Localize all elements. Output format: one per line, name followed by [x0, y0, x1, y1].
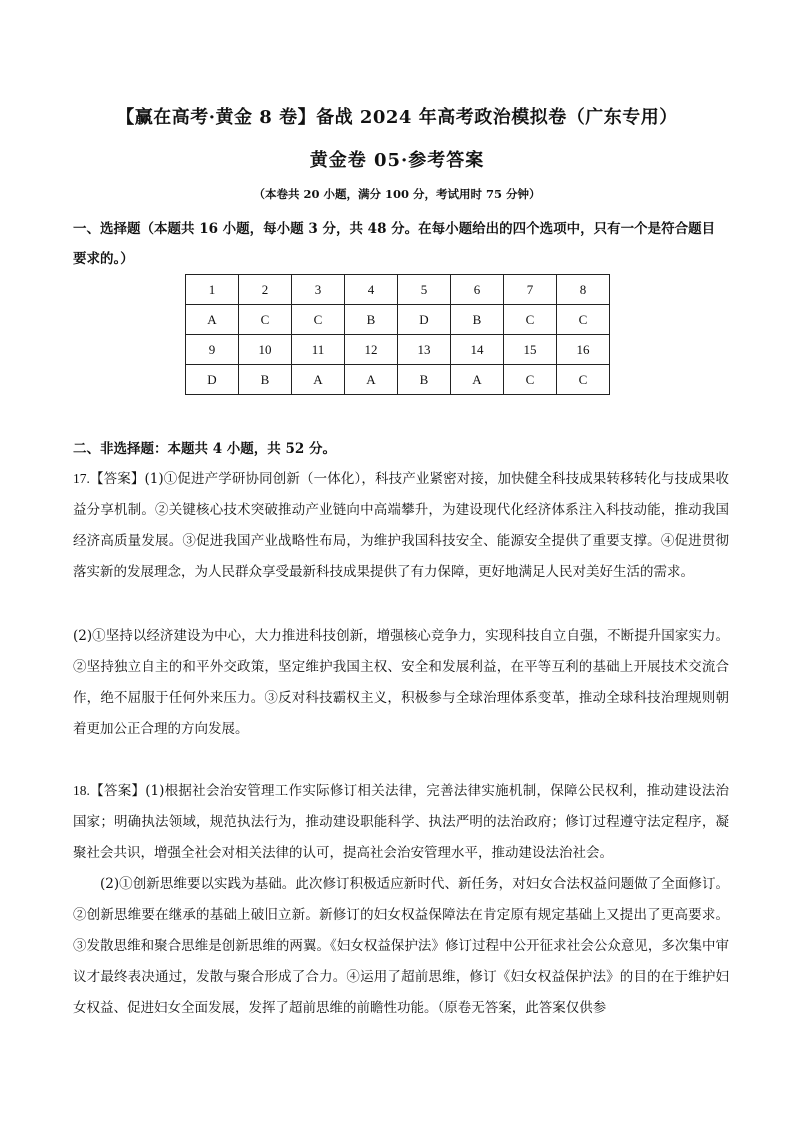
table-cell: C: [504, 365, 557, 395]
table-cell: 5: [398, 275, 451, 305]
table-cell: B: [239, 365, 292, 395]
section2-heading: 二、非选择题：本题共 4 小题，共 52 分。: [73, 441, 336, 457]
page-title: 【赢在高考·黄金 8 卷】备战 2024 年高考政治模拟卷（广东专用）: [116, 107, 678, 128]
table-cell: 9: [186, 335, 239, 365]
table-cell: C: [557, 365, 610, 395]
table-cell: B: [345, 305, 398, 335]
section1-heading: 一、选择题（本题共 16 小题，每小题 3 分，共 48 分。在每小题给出的四个选项中，只有一个是符合题目要求的。）: [73, 221, 716, 267]
table-row: [186, 365, 610, 395]
table-cell: A: [186, 305, 239, 335]
q18-part1-text: (1)根据社会治安管理工作实际修订相关法律，完善法律实施机制，保障公民权利，推动建设法治国家；明确执法领域，规范执法行为，推动建设职能科学、执法严明的法治政府；修订过程遵守法定程序，凝聚社会共识，增强全社会对相关法律的认可，提高社会治安管理水平，推动建设法治社会。: [73, 783, 729, 861]
table-cell: A: [451, 365, 504, 395]
q18-label: 18.【答案】: [73, 783, 146, 798]
table-cell: 16: [557, 335, 610, 365]
table-cell: C: [292, 305, 345, 335]
q17-label: 17.【答案】: [73, 471, 145, 486]
table-cell: 11: [292, 335, 345, 365]
table-cell: C: [239, 305, 292, 335]
table-cell: C: [504, 305, 557, 335]
table-cell: 13: [398, 335, 451, 365]
table-row: [186, 275, 610, 305]
table-row: [186, 335, 610, 365]
table-cell: D: [398, 305, 451, 335]
exam-note: （本卷共 20 小题，满分 100 分，考试用时 75 分钟）: [253, 187, 541, 201]
table-cell: 14: [451, 335, 504, 365]
q18-answer-part1: [73, 775, 729, 869]
table-cell: D: [186, 365, 239, 395]
table-cell: 10: [239, 335, 292, 365]
page-subtitle: 黄金卷 05·参考答案: [309, 150, 485, 171]
table-cell: 15: [504, 335, 557, 365]
table-cell: 8: [557, 275, 610, 305]
table-cell: 6: [451, 275, 504, 305]
table-cell: 3: [292, 275, 345, 305]
answer-table: [185, 274, 610, 395]
q17-answer-part1: [73, 463, 729, 588]
table-cell: A: [345, 365, 398, 395]
table-cell: 4: [345, 275, 398, 305]
table-cell: A: [292, 365, 345, 395]
q17-part1-text: (1)①促进产学研协同创新（一体化），科技产业紧密对接，加快健全科技成果转移转化与技成果收益分享机制。②关键核心技术突破推动产业链向中高端攀升，为建设现代化经济体系注入科技动能，推动我国经济高质量发展。③促进我国产业战略性布局，为维护我国科技安全、能源安全提供了重要支撑。④促进贯彻落实新的发展理念，为人民群众享受最新科技成果提供了有力保障，更好地满足人民对美好生活的需求。: [73, 471, 730, 580]
q17-answer-part2: (2)①坚持以经济建设为中心，大力推进科技创新，增强核心竞争力，实现科技自立自强，不断提升国家实力。②坚持独立自主的和平外交政策，坚定维护我国主权、安全和发展利益，在平等互利的基础上开展技术交流合作，绝不屈服于任何外来压力。③反对科技霸权主义，积极参与全球治理体系变革，推动全球科技治理规则朝着更加公正合理的方向发展。: [73, 628, 729, 737]
table-row: [186, 305, 610, 335]
table-cell: 12: [345, 335, 398, 365]
table-cell: B: [398, 365, 451, 395]
table-cell: C: [557, 305, 610, 335]
table-cell: 2: [239, 275, 292, 305]
table-cell: 7: [504, 275, 557, 305]
q18-answer-part2: (2)①创新思维要以实践为基础。此次修订积极适应新时代、新任务，对妇女合法权益问题做了全面修订。②创新思维要在继承的基础上破旧立新。新修订的妇女权益保障法在肯定原有规定基础上又提出了更高要求。③发散思维和聚合思维是创新思维的两翼。《妇女权益保护法》修订过程中公开征求社会公众意见，多次集中审议才最终表决通过，发散与聚合形成了合力。④运用了超前思维，修订《妇女权益保护法》的目的在于维护妇女权益、促进妇女全面发展，发挥了超前思维的前瞻性功能。（原卷无答案，此答案仅供参: [73, 876, 729, 1016]
table-cell: B: [451, 305, 504, 335]
table-cell: 1: [186, 275, 239, 305]
